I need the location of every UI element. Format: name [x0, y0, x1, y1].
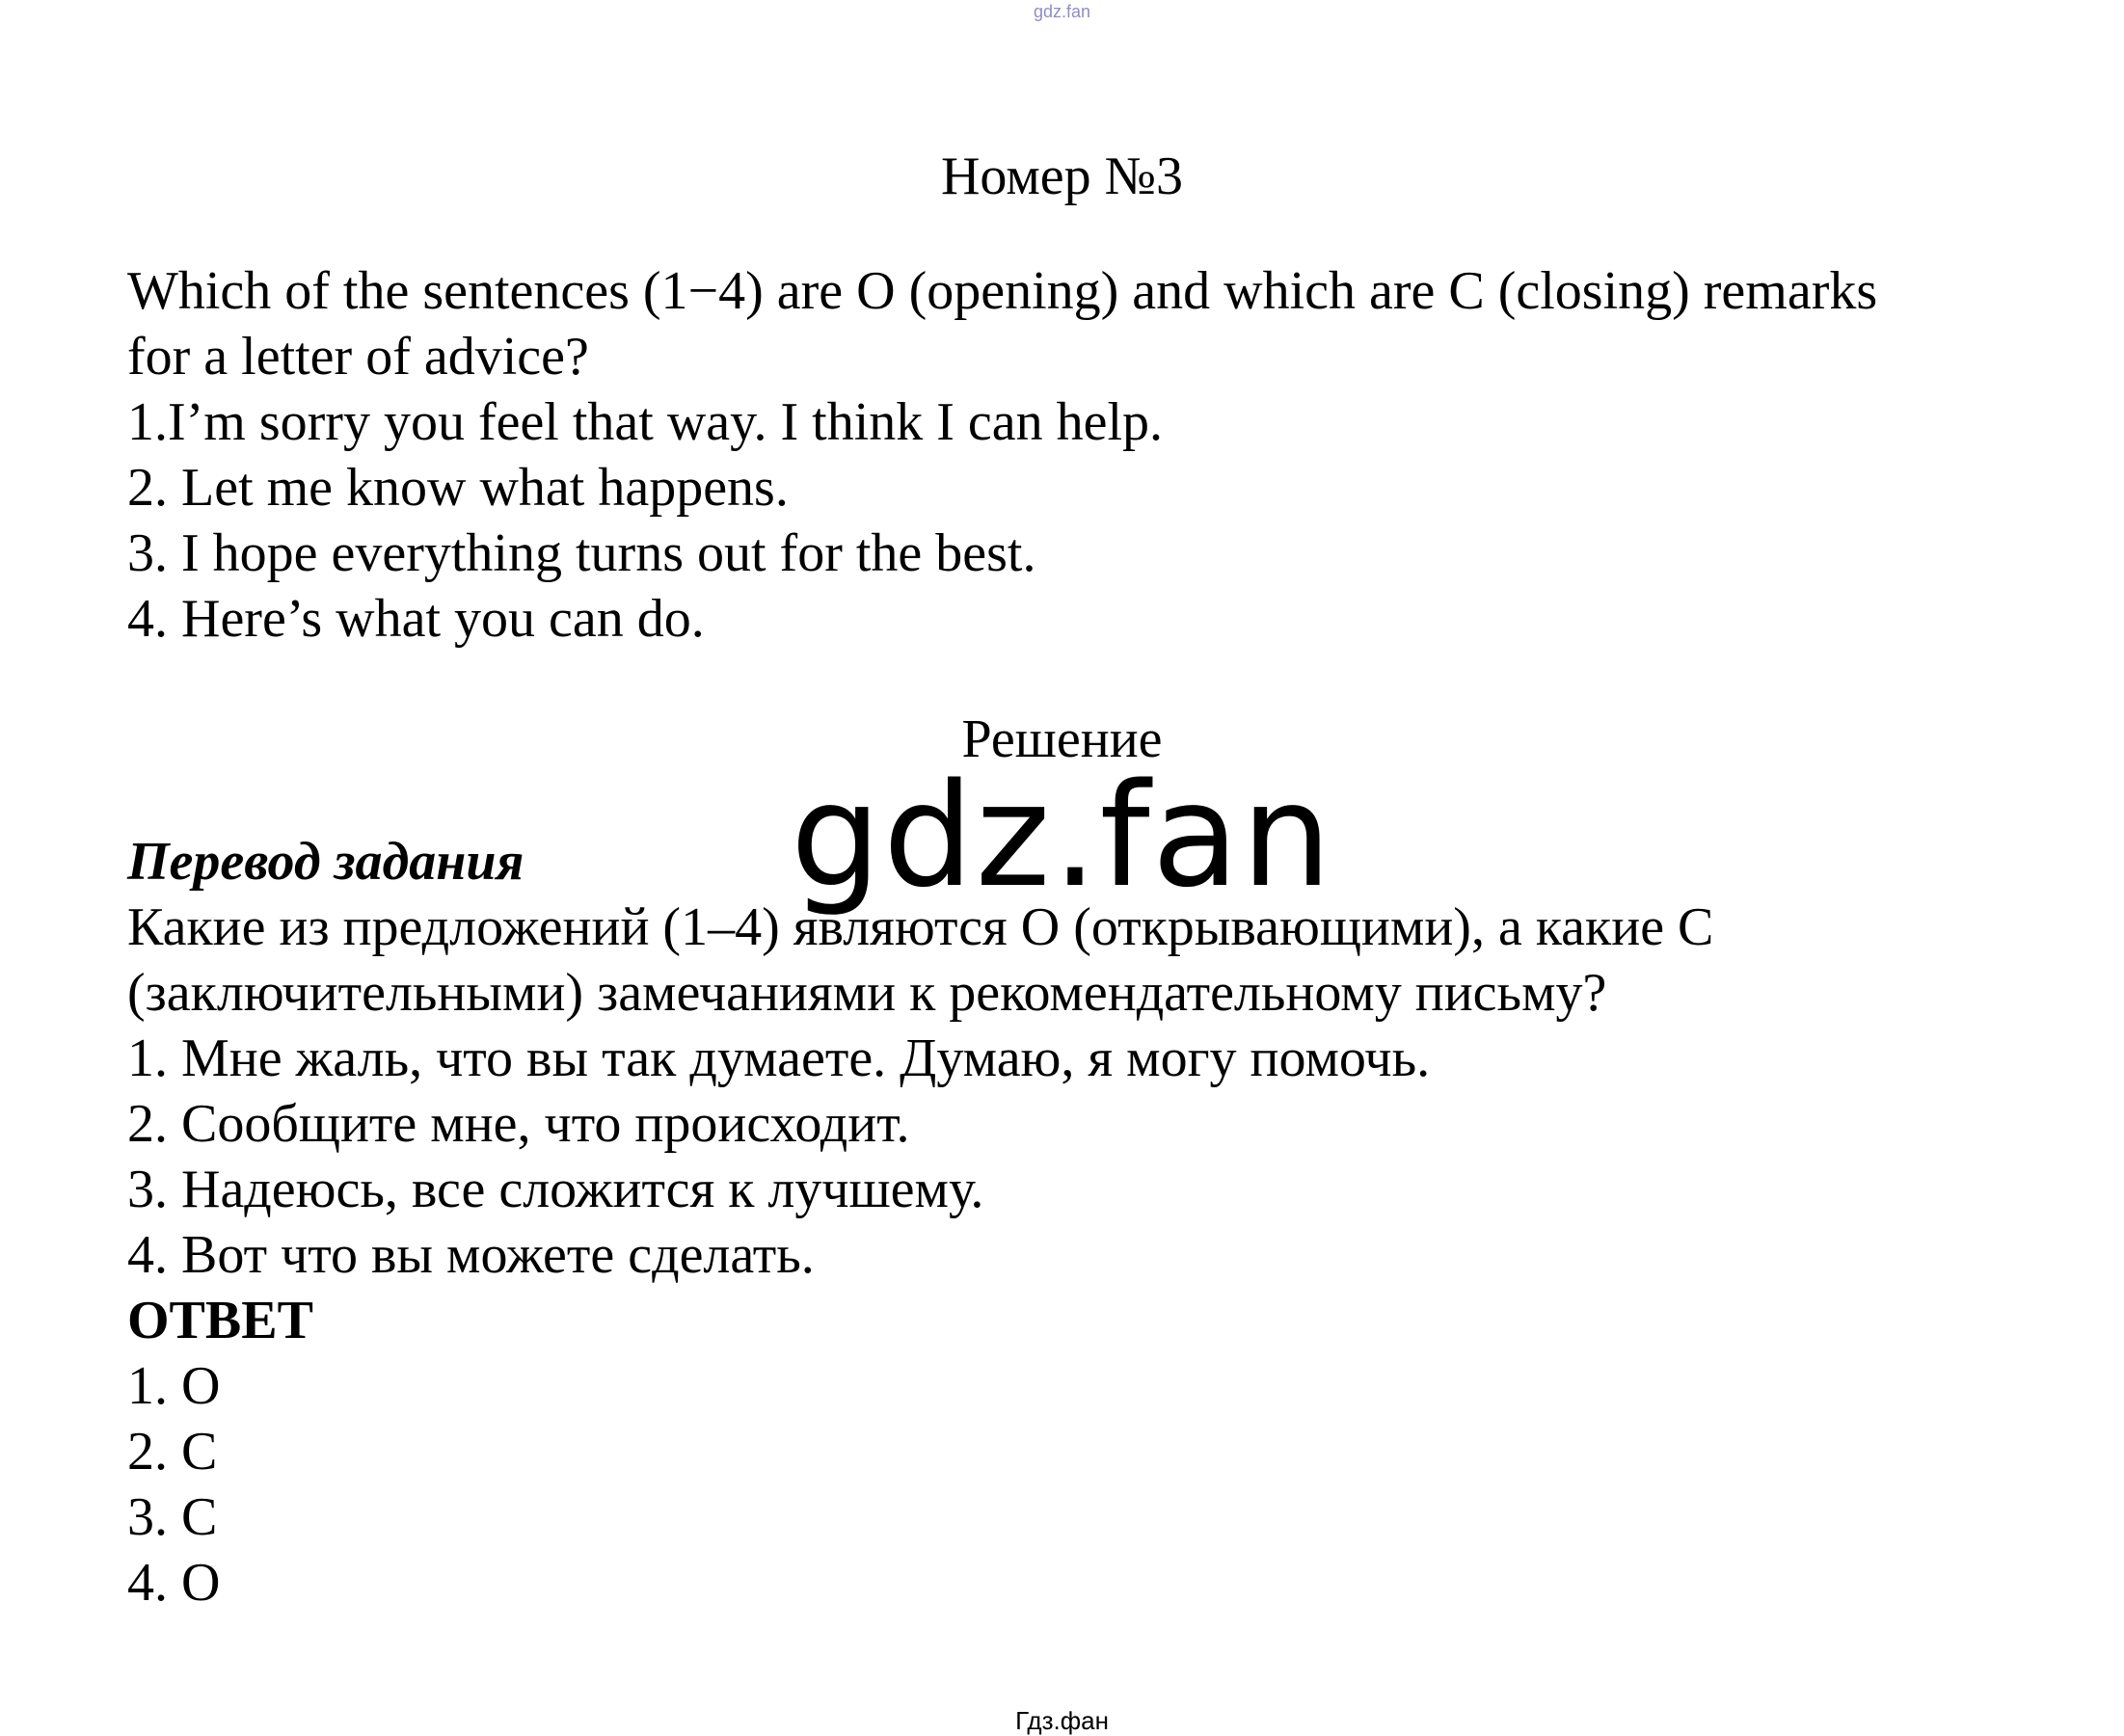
footer-watermark: Гдз.фан: [1015, 1706, 1109, 1735]
translation-item-1: 1. Мне жаль, что вы так думаете. Думаю, я могу помочь.: [127, 1028, 1431, 1088]
header-watermark: gdz.fan: [1033, 2, 1091, 21]
answer-item-4: 4. O: [127, 1553, 221, 1613]
translation-question-line-1: Какие из предложений (1–4) являются О (открывающими), а какие С: [127, 897, 1714, 957]
translation-item-2: 2. Сообщите мне, что происходит.: [127, 1094, 910, 1154]
site-watermark: gdz.fan: [790, 753, 1334, 919]
answer-heading: ОТВЕТ: [127, 1291, 313, 1350]
answer-section: [127, 1288, 2036, 1616]
translation-question-line-2: (заключительными) замечаниями к рекомендательному письму?: [127, 963, 1607, 1023]
task-question-line-1: Which of the sentences (1−4) are O (opening) and which are C (closing) remarks: [127, 261, 1878, 321]
task-item-3: 3. I hope everything turns out for the best.: [127, 523, 1036, 583]
answer-item-1: 1. O: [127, 1356, 221, 1416]
task-section: [127, 258, 2036, 652]
answer-item-2: 2. C: [127, 1422, 218, 1482]
page-title: Номер №3: [940, 147, 1184, 206]
translation-heading: Перевод задания: [127, 832, 524, 892]
task-item-4: 4. Here’s what you can do.: [127, 589, 705, 649]
task-question-line-2: for a letter of advice?: [127, 327, 589, 387]
task-item-1: 1.I’m sorry you feel that way. I think I can help.: [127, 392, 1164, 452]
solution-heading: Решение: [961, 709, 1163, 769]
answer-item-3: 3. C: [127, 1487, 218, 1547]
translation-item-3: 3. Надеюсь, все сложится к лучшему.: [127, 1160, 984, 1219]
task-item-2: 2. Let me know what happens.: [127, 458, 789, 518]
translation-item-4: 4. Вот что вы можете сделать.: [127, 1225, 815, 1285]
